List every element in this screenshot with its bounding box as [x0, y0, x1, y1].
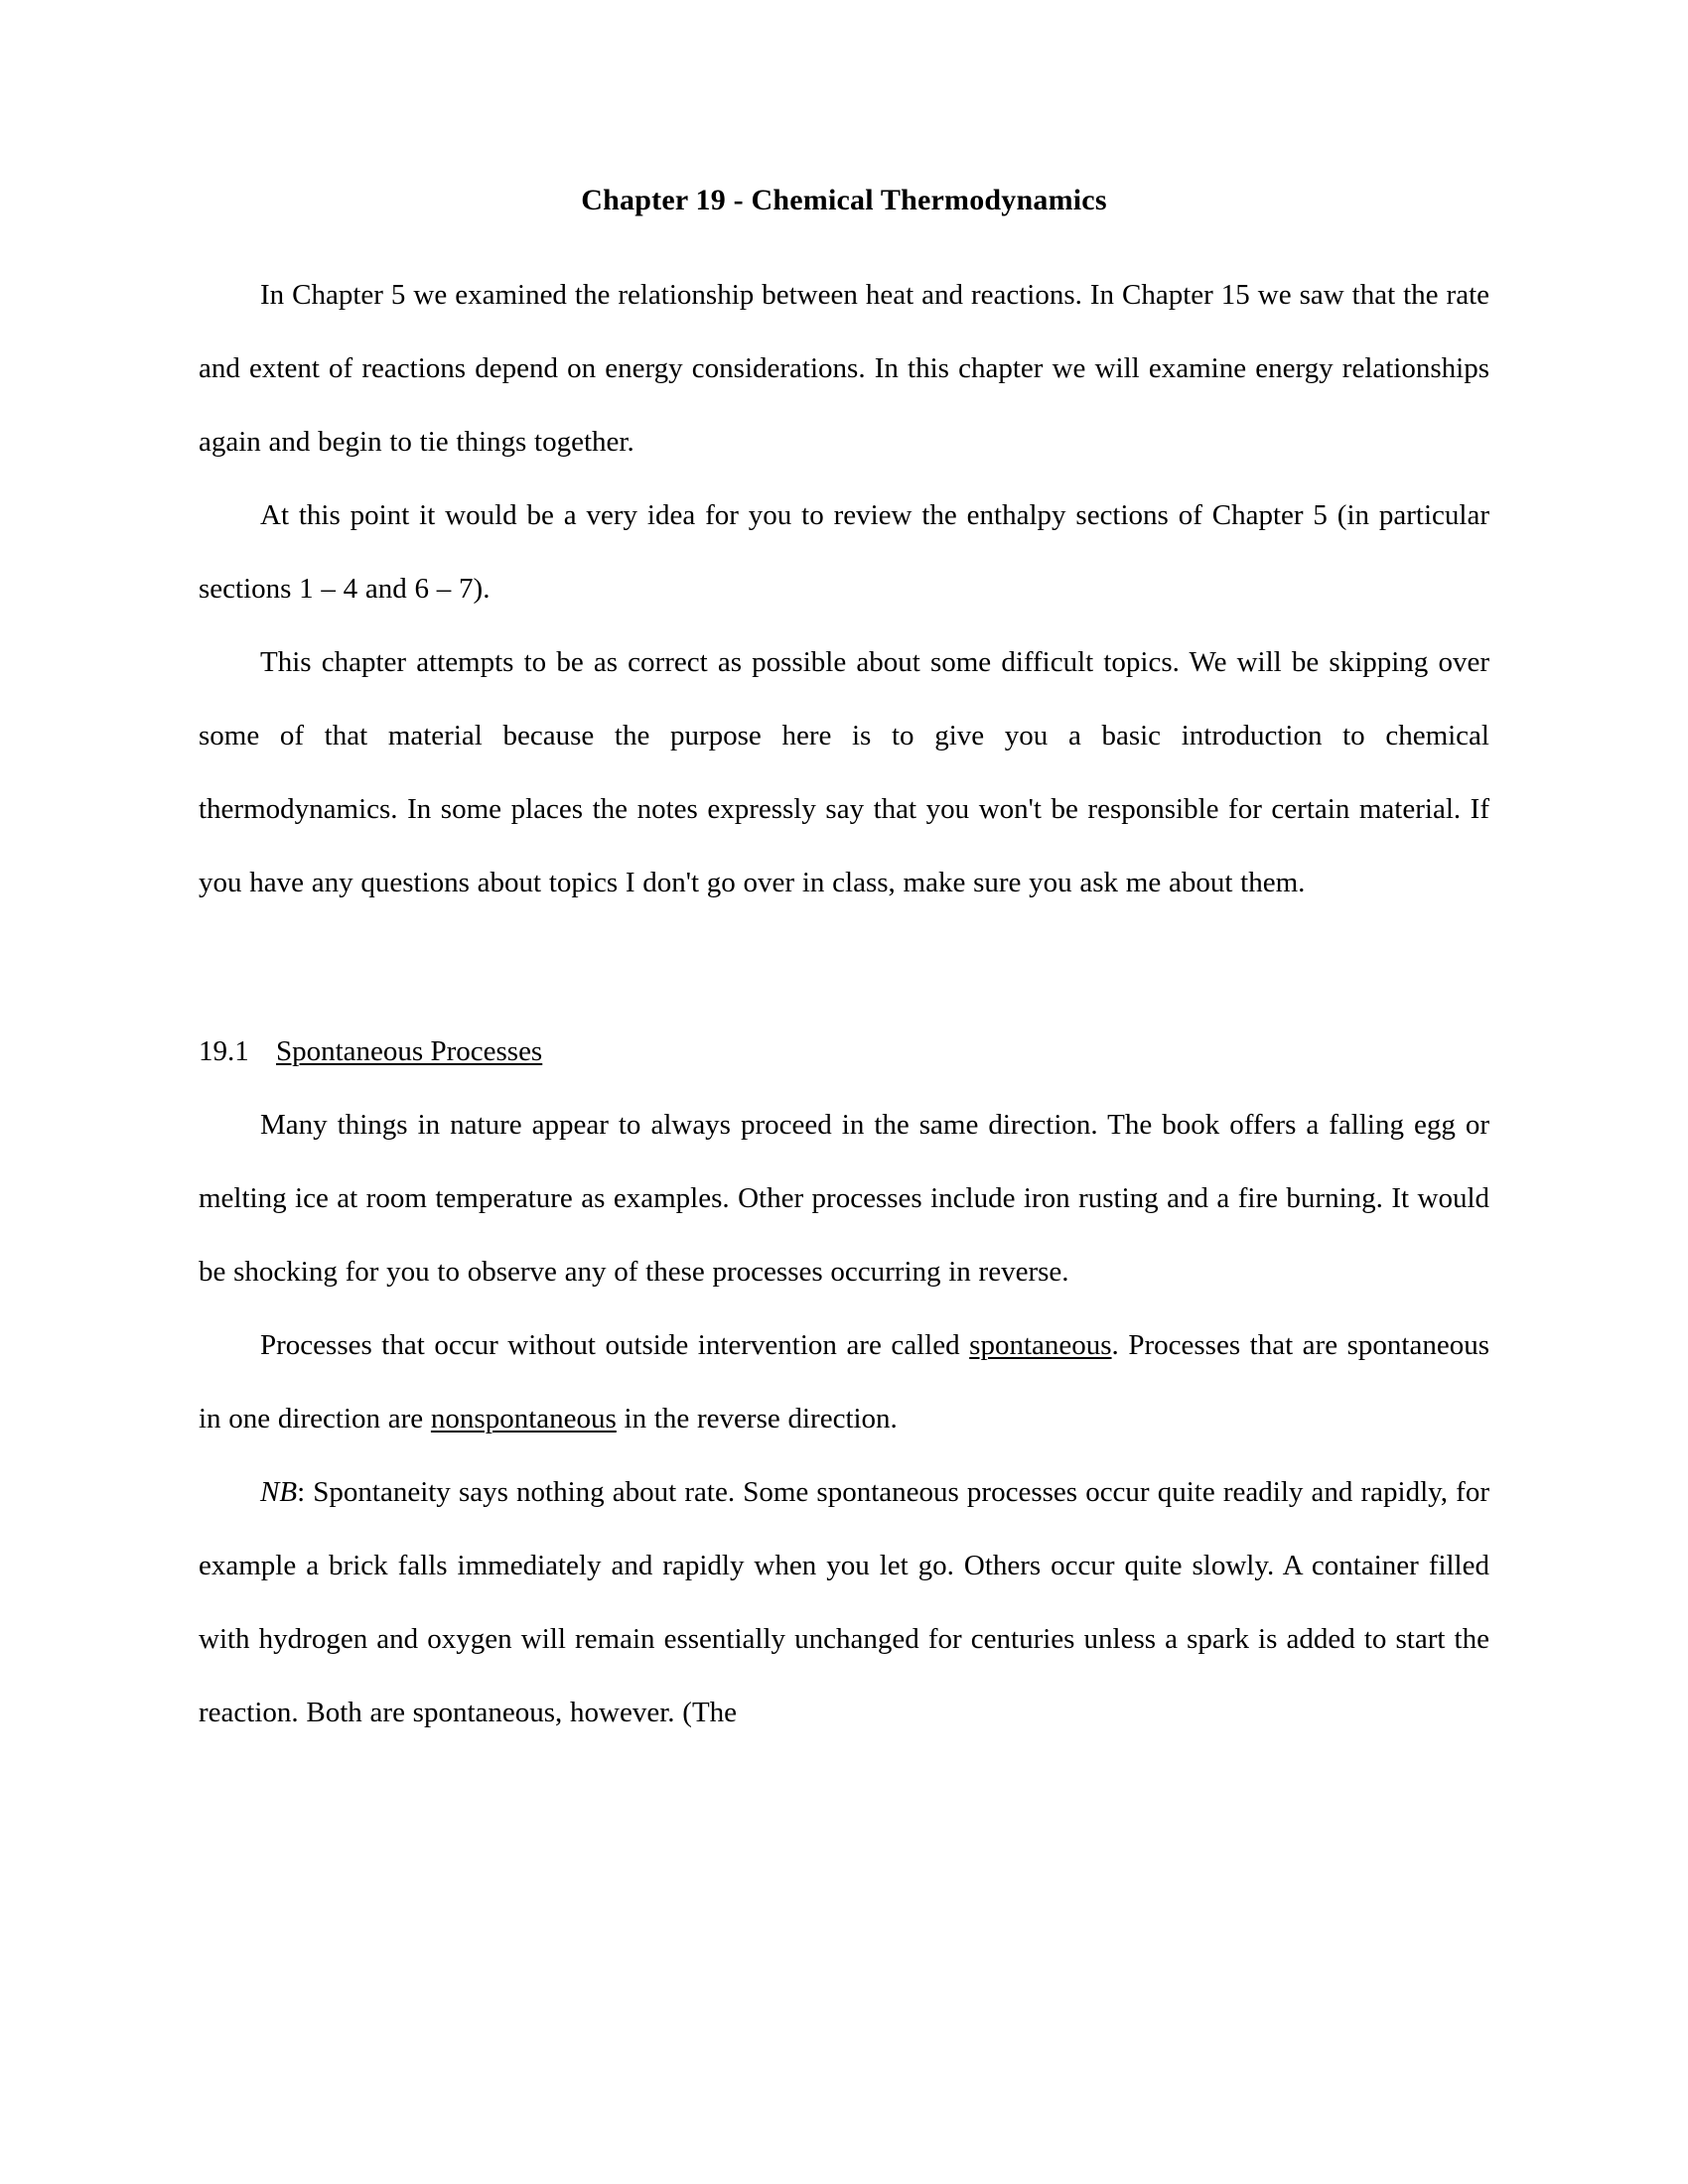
nb-body: : Spontaneity says nothing about rate. Some spontaneous processes occur quite readily and rapidly, for example a brick falls immediately and rapidly when you let go. Others occur quite slowly. A container filled with hydrogen and oxygen will remain essentially unchanged for centuries unless a spark is added to start the reaction. Both are spontaneous, however. (The: [199, 1475, 1489, 1728]
paragraph-intro-2: At this point it would be a very idea for you to review the enthalpy sections of Chapter 5 (in particular sections 1 – 4 and 6 – 7).: [199, 498, 1489, 605]
paragraph-intro-3: This chapter attempts to be as correct as possible about some difficult topics. We will be skipping over some of that material because the purpose here is to give you a basic introduction to chemical thermodynamics. In some places the notes expressly say that you won't be responsible for certain material. If you have any questions about topics I don't go over in class, make sure you ask me about them.: [199, 645, 1489, 898]
term-spontaneous: spontaneous: [969, 1328, 1112, 1361]
par-2-text-c: in the reverse direction.: [616, 1402, 898, 1434]
term-nonspontaneous: nonspontaneous: [430, 1402, 617, 1434]
paragraph-nb-note: [199, 1455, 1489, 1749]
section-title: Spontaneous Processes: [276, 1034, 543, 1067]
paragraph-spontaneous-2: [199, 1308, 1489, 1455]
paragraph-spontaneous-1: Many things in nature appear to always proceed in the same direction. The book offers a falling egg or melting ice at room temperature as examples. Other processes include iron rusting and a fire burning. It would be shocking for you to observe any of these processes occurring in reverse.: [199, 1108, 1489, 1288]
nb-label: NB: [260, 1475, 298, 1508]
section-spacer: [199, 919, 1489, 1015]
document-content: [199, 184, 1489, 1749]
section-number: 19.1: [199, 1034, 249, 1067]
paragraph-intro-1: In Chapter 5 we examined the relationship between heat and reactions. In Chapter 15 we saw that the rate and extent of reactions depend on energy considerations. In this chapter we will examine energy relationships again and begin to tie things together.: [199, 278, 1489, 458]
page-title: Chapter 19 - Chemical Thermodynamics: [581, 184, 1107, 216]
section-heading-19-1: [199, 1015, 1489, 1088]
par-2-text-a: Processes that occur without outside intervention are called: [260, 1328, 970, 1361]
par-2-text-b: . Processes that are spontaneous in one direction are: [199, 1328, 1489, 1434]
